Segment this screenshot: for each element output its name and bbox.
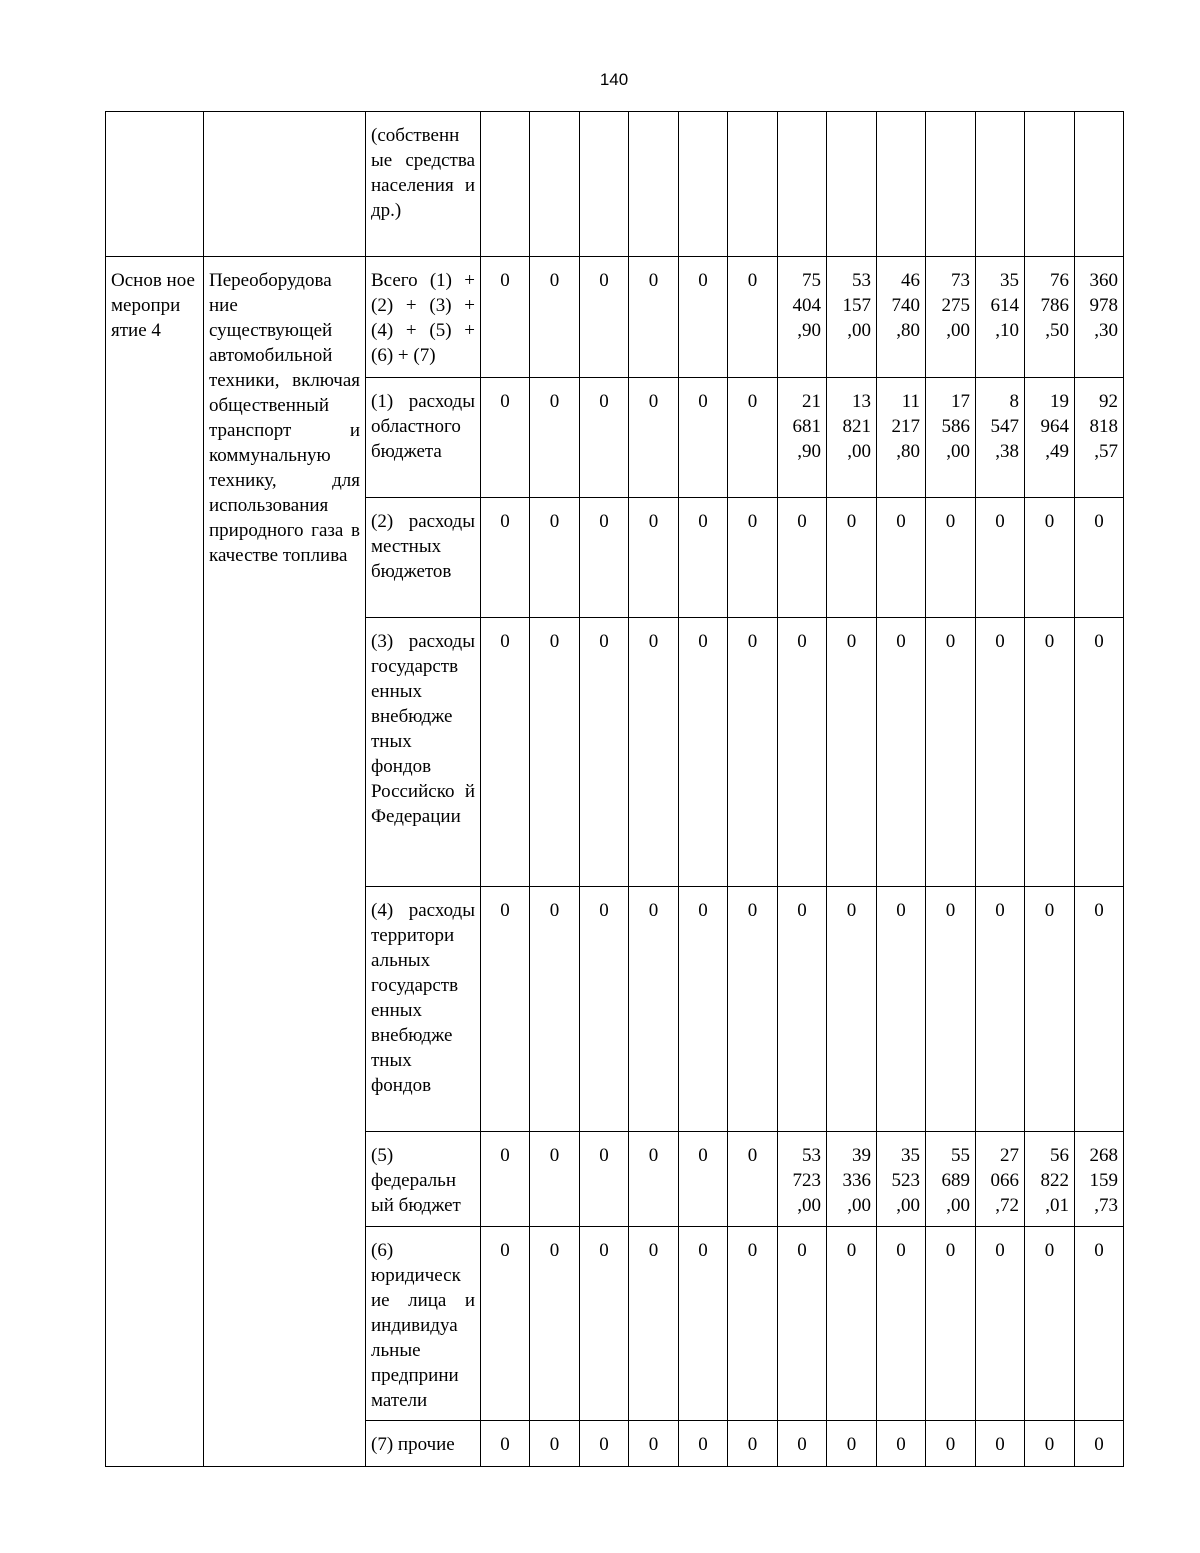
value-text: 0 bbox=[1094, 1240, 1104, 1261]
value-text: 0 bbox=[599, 1434, 609, 1455]
empty-cell bbox=[1075, 112, 1124, 257]
value-text: 0 bbox=[747, 900, 758, 921]
value-cell bbox=[827, 1227, 877, 1421]
value-cell bbox=[827, 1132, 877, 1227]
value-cell bbox=[1025, 887, 1075, 1132]
value-cell bbox=[1025, 1227, 1075, 1421]
value-cell bbox=[580, 378, 629, 498]
value-cell bbox=[481, 1132, 530, 1227]
value-cell bbox=[926, 257, 976, 378]
value-text: 0 bbox=[896, 900, 906, 921]
value-cell bbox=[877, 498, 926, 618]
value-text: 35 614 ,10 bbox=[990, 270, 1019, 341]
value-cell bbox=[778, 1132, 827, 1227]
value-cell bbox=[1075, 378, 1124, 498]
value-cell bbox=[530, 257, 580, 378]
value-cell bbox=[580, 1132, 629, 1227]
funding-source-cell: Всего (1) + (2) + (3) + (4) + (5) + (6) + (7) bbox=[366, 257, 481, 378]
empty-cell bbox=[481, 112, 530, 257]
value-text: 0 bbox=[747, 1434, 758, 1455]
value-text: 0 bbox=[648, 1240, 659, 1261]
value-text: 0 bbox=[549, 1145, 560, 1166]
value-text: 0 bbox=[995, 1240, 1005, 1261]
value-text: 35 523 ,00 bbox=[891, 1145, 920, 1216]
value-cell bbox=[679, 1421, 728, 1467]
value-cell bbox=[778, 1421, 827, 1467]
value-cell bbox=[1075, 1421, 1124, 1467]
value-cell bbox=[580, 618, 629, 887]
value-cell bbox=[481, 498, 530, 618]
value-cell bbox=[530, 1132, 580, 1227]
value-cell bbox=[629, 887, 679, 1132]
value-text: 0 bbox=[549, 900, 560, 921]
value-text: 0 bbox=[500, 270, 510, 291]
value-cell bbox=[778, 618, 827, 887]
value-cell bbox=[1075, 1132, 1124, 1227]
value-cell bbox=[728, 378, 778, 498]
value-cell bbox=[926, 1227, 976, 1421]
value-text: 73 275 ,00 bbox=[941, 270, 970, 341]
value-cell bbox=[1075, 887, 1124, 1132]
value-cell bbox=[580, 1227, 629, 1421]
value-cell bbox=[976, 1421, 1025, 1467]
value-text: 0 bbox=[945, 900, 956, 921]
value-cell bbox=[481, 618, 530, 887]
value-text: 0 bbox=[995, 1434, 1005, 1455]
value-text: 0 bbox=[797, 1434, 807, 1455]
value-text: 56 822 ,01 bbox=[1040, 1145, 1069, 1216]
value-text: 0 bbox=[896, 511, 906, 532]
funding-source-cell: (6) юридическ ие лица и индивидуа льные предприни матели bbox=[366, 1227, 481, 1421]
value-text: 0 bbox=[1044, 1434, 1055, 1455]
value-text: 19 964 ,49 bbox=[1040, 391, 1069, 462]
value-cell bbox=[827, 498, 877, 618]
funding-source-cell: (1) расходы областного бюджета bbox=[366, 378, 481, 498]
value-cell bbox=[580, 1421, 629, 1467]
value-text: 8 547 ,38 bbox=[990, 391, 1019, 462]
value-cell bbox=[1025, 498, 1075, 618]
value-cell bbox=[778, 1227, 827, 1421]
value-text: 0 bbox=[698, 511, 708, 532]
value-cell bbox=[580, 257, 629, 378]
value-text: 0 bbox=[945, 1434, 956, 1455]
value-cell bbox=[679, 1227, 728, 1421]
value-text: 27 066 ,72 bbox=[990, 1145, 1019, 1216]
value-cell bbox=[877, 618, 926, 887]
value-cell bbox=[679, 1132, 728, 1227]
value-cell bbox=[481, 378, 530, 498]
empty-cell bbox=[1025, 112, 1075, 257]
empty-cell bbox=[728, 112, 778, 257]
value-cell bbox=[926, 498, 976, 618]
value-cell bbox=[1075, 498, 1124, 618]
value-text: 0 bbox=[747, 1145, 758, 1166]
value-text: 0 bbox=[599, 1145, 609, 1166]
value-cell bbox=[1025, 1421, 1075, 1467]
value-text: 0 bbox=[945, 1240, 956, 1261]
table-body bbox=[106, 112, 1124, 1467]
value-cell bbox=[827, 378, 877, 498]
value-text: 0 bbox=[648, 1145, 659, 1166]
empty-cell bbox=[580, 112, 629, 257]
value-text: 0 bbox=[648, 631, 659, 652]
value-cell bbox=[778, 887, 827, 1132]
value-cell bbox=[580, 498, 629, 618]
value-text: 0 bbox=[846, 631, 857, 652]
value-cell bbox=[1075, 1227, 1124, 1421]
value-cell bbox=[827, 1421, 877, 1467]
value-text: 0 bbox=[549, 1434, 560, 1455]
value-cell bbox=[629, 1227, 679, 1421]
value-text: 0 bbox=[1044, 511, 1055, 532]
value-cell bbox=[481, 887, 530, 1132]
value-text: 0 bbox=[846, 511, 857, 532]
value-cell bbox=[679, 618, 728, 887]
funding-source-cell: (4) расходы территори альных государств енных внебюдже тных фондов bbox=[366, 887, 481, 1132]
value-text: 0 bbox=[846, 1434, 857, 1455]
value-cell bbox=[877, 1227, 926, 1421]
value-cell bbox=[679, 257, 728, 378]
value-cell bbox=[728, 498, 778, 618]
funding-source-cell: (3) расходы государств енных внебюдже тных фондов Российско й Федерации bbox=[366, 618, 481, 887]
value-text: 0 bbox=[549, 391, 560, 412]
value-cell bbox=[976, 887, 1025, 1132]
value-text: 11 217 ,80 bbox=[891, 391, 920, 462]
value-text: 0 bbox=[1094, 1434, 1104, 1455]
value-text: 0 bbox=[747, 1240, 758, 1261]
value-cell bbox=[530, 1421, 580, 1467]
value-cell bbox=[679, 498, 728, 618]
value-cell bbox=[481, 1227, 530, 1421]
value-cell bbox=[629, 1132, 679, 1227]
value-text: 53 157 ,00 bbox=[842, 270, 871, 341]
page-number: 140 bbox=[599, 70, 629, 89]
value-text: 0 bbox=[698, 1145, 708, 1166]
value-cell bbox=[877, 378, 926, 498]
value-text: 0 bbox=[747, 631, 758, 652]
value-cell bbox=[976, 257, 1025, 378]
value-cell bbox=[481, 1421, 530, 1467]
value-text: 0 bbox=[500, 1434, 510, 1455]
funding-source-cell: (7) прочие bbox=[366, 1421, 481, 1467]
value-text: 13 821 ,00 bbox=[842, 391, 871, 462]
empty-cell bbox=[778, 112, 827, 257]
funding-source-cell: (5) федеральн ый бюджет bbox=[366, 1132, 481, 1227]
value-text: 0 bbox=[648, 900, 659, 921]
value-text: 0 bbox=[599, 391, 609, 412]
value-text: 92 818 ,57 bbox=[1089, 391, 1118, 462]
value-text: 0 bbox=[1044, 631, 1055, 652]
value-text: 0 bbox=[797, 900, 807, 921]
continuation-event-cell bbox=[106, 112, 204, 257]
value-cell bbox=[1075, 618, 1124, 887]
value-text: 0 bbox=[599, 1240, 609, 1261]
value-text: 76 786 ,50 bbox=[1040, 270, 1069, 341]
value-text: 0 bbox=[599, 631, 609, 652]
value-text: 0 bbox=[500, 1145, 510, 1166]
table-row bbox=[106, 257, 1124, 378]
value-text: 0 bbox=[549, 631, 560, 652]
value-cell bbox=[679, 887, 728, 1132]
value-text: 0 bbox=[747, 270, 758, 291]
value-text: 0 bbox=[500, 391, 510, 412]
value-cell bbox=[778, 498, 827, 618]
value-cell bbox=[1025, 378, 1075, 498]
value-text: 0 bbox=[698, 631, 708, 652]
value-cell bbox=[827, 887, 877, 1132]
value-cell bbox=[926, 1132, 976, 1227]
value-text: 55 689 ,00 bbox=[941, 1145, 970, 1216]
value-text: 0 bbox=[599, 900, 609, 921]
empty-cell bbox=[877, 112, 926, 257]
value-text: 0 bbox=[599, 270, 609, 291]
empty-cell bbox=[926, 112, 976, 257]
value-text: 0 bbox=[846, 1240, 857, 1261]
value-cell bbox=[976, 1227, 1025, 1421]
value-cell bbox=[926, 378, 976, 498]
value-text: 0 bbox=[648, 391, 659, 412]
funding-source-cell: (2) расходы местных бюджетов bbox=[366, 498, 481, 618]
value-text: 0 bbox=[549, 511, 560, 532]
value-cell bbox=[976, 618, 1025, 887]
value-text: 360 978 ,30 bbox=[1089, 270, 1118, 341]
value-text: 21 681 ,90 bbox=[792, 391, 821, 462]
empty-cell bbox=[976, 112, 1025, 257]
value-cell bbox=[629, 378, 679, 498]
value-cell bbox=[877, 1421, 926, 1467]
value-cell bbox=[877, 1132, 926, 1227]
value-cell bbox=[926, 1421, 976, 1467]
budget-table bbox=[105, 111, 1124, 1467]
value-text: 0 bbox=[1044, 1240, 1055, 1261]
value-cell bbox=[728, 257, 778, 378]
value-text: 0 bbox=[698, 1434, 708, 1455]
value-text: 0 bbox=[648, 270, 659, 291]
value-text: 0 bbox=[797, 631, 807, 652]
value-text: 53 723 ,00 bbox=[792, 1145, 821, 1216]
value-cell bbox=[1025, 257, 1075, 378]
value-text: 0 bbox=[698, 1240, 708, 1261]
event-label-cell: Основ ное меропри ятие 4 bbox=[106, 257, 204, 1467]
value-cell bbox=[728, 1132, 778, 1227]
continuation-name-cell bbox=[204, 112, 366, 257]
value-text: 0 bbox=[945, 631, 956, 652]
value-text: 0 bbox=[599, 511, 609, 532]
value-text: 39 336 ,00 bbox=[842, 1145, 871, 1216]
table-row-continuation bbox=[106, 112, 1124, 257]
value-text: 0 bbox=[500, 900, 510, 921]
value-text: 0 bbox=[846, 900, 857, 921]
value-cell bbox=[530, 1227, 580, 1421]
value-cell bbox=[728, 618, 778, 887]
value-cell bbox=[1025, 1132, 1075, 1227]
value-text: 0 bbox=[1044, 900, 1055, 921]
event-name-cell: Переоборудова ние существующей автомобильной техники, включая общественный транспорт и коммунальную технику, для использования природного газа в качестве топлива bbox=[204, 257, 366, 1467]
value-cell bbox=[629, 618, 679, 887]
value-cell bbox=[629, 1421, 679, 1467]
value-cell bbox=[530, 618, 580, 887]
value-text: 0 bbox=[995, 511, 1005, 532]
value-cell bbox=[926, 887, 976, 1132]
value-text: 0 bbox=[896, 1240, 906, 1261]
value-cell bbox=[629, 498, 679, 618]
value-text: 0 bbox=[797, 511, 807, 532]
value-text: 0 bbox=[500, 1240, 510, 1261]
value-cell bbox=[728, 1227, 778, 1421]
value-cell bbox=[1075, 257, 1124, 378]
value-cell bbox=[629, 257, 679, 378]
value-text: 0 bbox=[1094, 900, 1104, 921]
value-cell bbox=[976, 498, 1025, 618]
value-cell bbox=[877, 887, 926, 1132]
value-text: 0 bbox=[698, 270, 708, 291]
value-text: 0 bbox=[1094, 511, 1104, 532]
value-cell bbox=[877, 257, 926, 378]
value-text: 0 bbox=[500, 511, 510, 532]
value-text: 46 740 ,80 bbox=[891, 270, 920, 341]
value-text: 0 bbox=[648, 1434, 659, 1455]
value-cell bbox=[481, 257, 530, 378]
value-text: 0 bbox=[549, 270, 560, 291]
value-cell bbox=[976, 1132, 1025, 1227]
value-cell bbox=[778, 378, 827, 498]
empty-cell bbox=[629, 112, 679, 257]
value-text: 75 404 ,90 bbox=[792, 270, 821, 341]
value-text: 0 bbox=[995, 631, 1005, 652]
value-cell bbox=[827, 618, 877, 887]
value-text: 268 159 ,73 bbox=[1089, 1145, 1118, 1216]
value-text: 0 bbox=[698, 900, 708, 921]
value-text: 0 bbox=[797, 1240, 807, 1261]
value-cell bbox=[1025, 618, 1075, 887]
value-text: 0 bbox=[896, 1434, 906, 1455]
empty-cell bbox=[530, 112, 580, 257]
value-cell bbox=[530, 887, 580, 1132]
value-text: 0 bbox=[698, 391, 708, 412]
value-text: 0 bbox=[995, 900, 1005, 921]
value-cell bbox=[530, 498, 580, 618]
value-text: 0 bbox=[896, 631, 906, 652]
value-cell bbox=[976, 378, 1025, 498]
value-text: 0 bbox=[747, 391, 758, 412]
value-text: 0 bbox=[549, 1240, 560, 1261]
value-text: 0 bbox=[1094, 631, 1104, 652]
value-cell bbox=[728, 1421, 778, 1467]
value-text: 0 bbox=[500, 631, 510, 652]
value-cell bbox=[778, 257, 827, 378]
value-text: 0 bbox=[945, 511, 956, 532]
value-cell bbox=[530, 378, 580, 498]
value-text: 0 bbox=[747, 511, 758, 532]
value-cell bbox=[580, 887, 629, 1132]
value-text: 0 bbox=[648, 511, 659, 532]
value-text: 17 586 ,00 bbox=[941, 391, 970, 462]
empty-cell bbox=[679, 112, 728, 257]
continuation-source-cell: (собственн ые средства населения и др.) bbox=[366, 112, 481, 257]
value-cell bbox=[827, 257, 877, 378]
empty-cell bbox=[827, 112, 877, 257]
value-cell bbox=[679, 378, 728, 498]
value-cell bbox=[728, 887, 778, 1132]
value-cell bbox=[926, 618, 976, 887]
